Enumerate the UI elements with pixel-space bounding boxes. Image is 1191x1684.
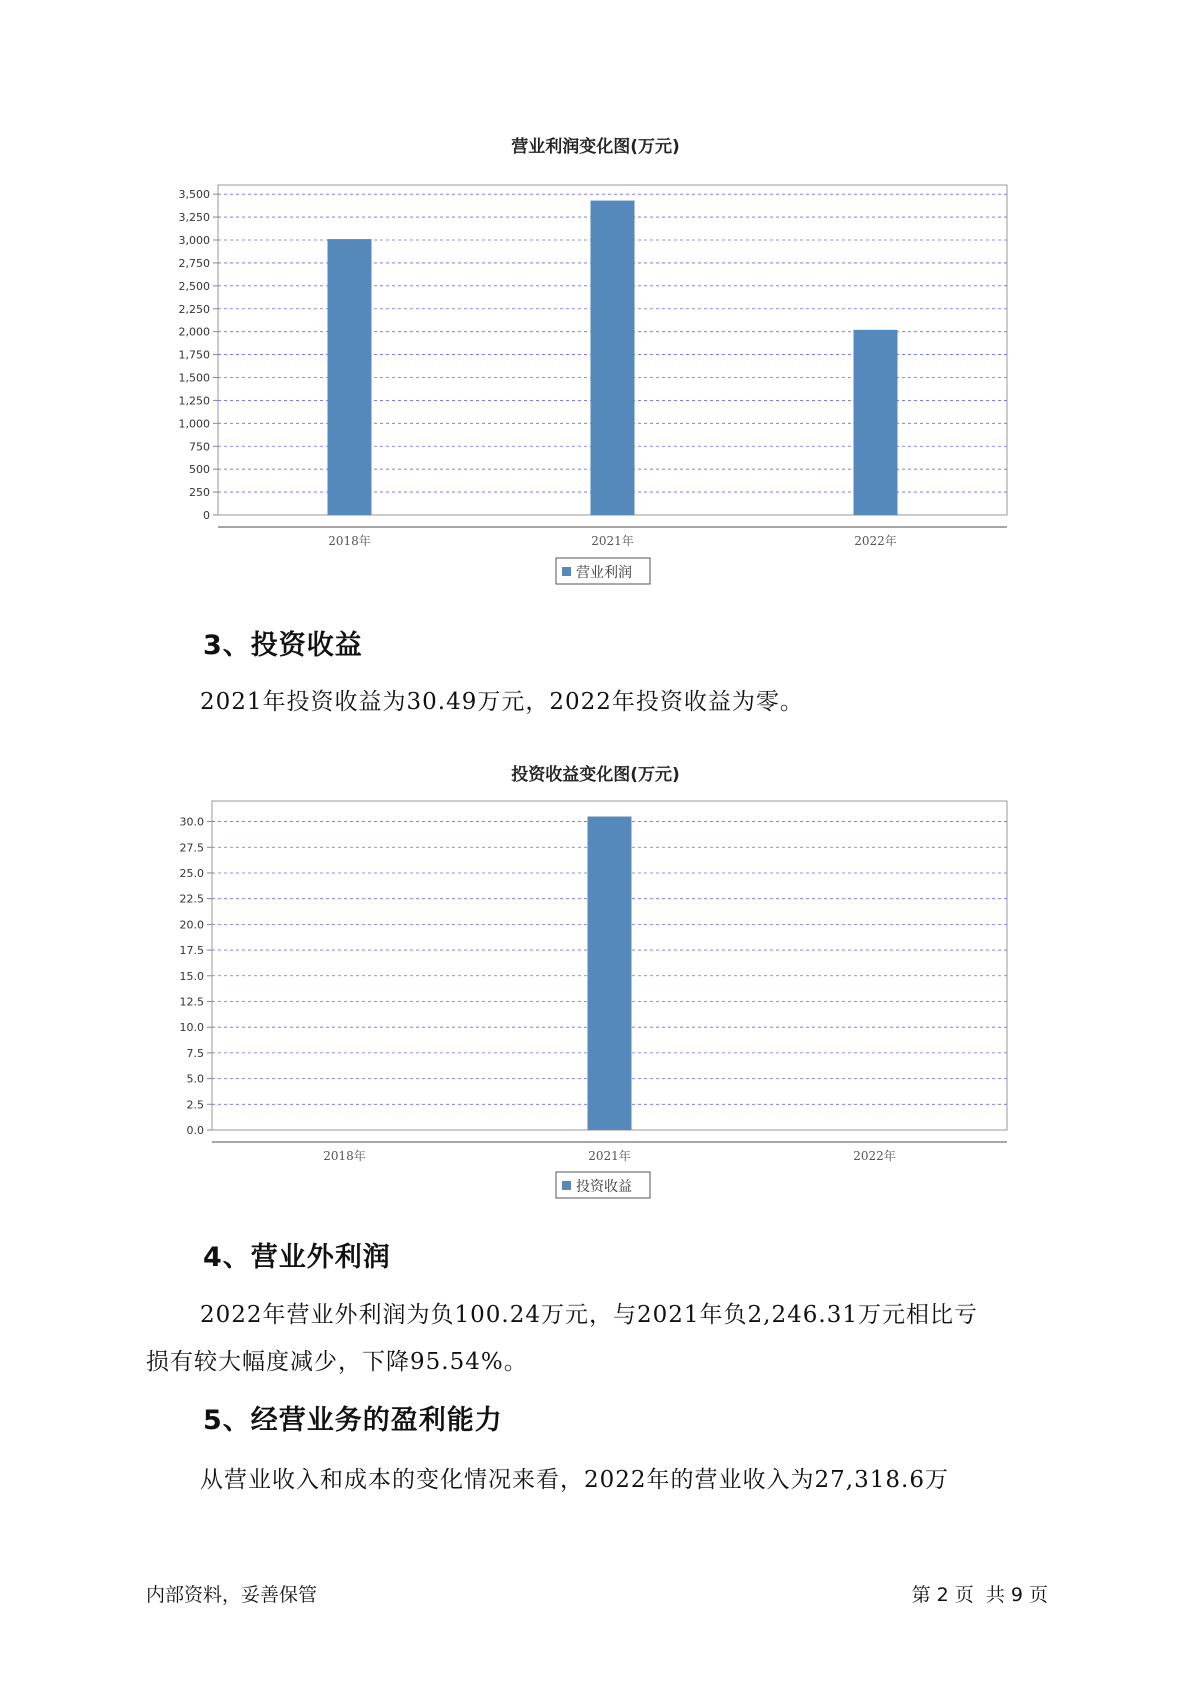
chart1-title: 营业利润变化图(万元) — [511, 137, 680, 157]
section4-text-line2: 损有较大幅度减少，下降95.54%。 — [146, 1349, 528, 1375]
y-tick-label: 2.5 — [186, 1098, 204, 1112]
x-tick-label: 2021年 — [588, 1149, 631, 1163]
y-tick-label: 5.0 — [186, 1072, 204, 1086]
y-tick-label: 1,000 — [178, 417, 210, 431]
bar-2022年 — [854, 330, 898, 515]
legend-swatch — [562, 567, 571, 576]
y-tick-label: 7.5 — [186, 1046, 204, 1060]
investment-income-chart — [0, 795, 1191, 1235]
y-tick-label: 1,250 — [178, 394, 210, 408]
y-tick-label: 500 — [189, 463, 210, 477]
footer-confidential: 内部资料，妥善保管 — [146, 1584, 318, 1606]
legend-swatch — [562, 1181, 571, 1190]
section3-heading: 3、投资收益 — [203, 630, 363, 661]
y-tick-label: 3,500 — [178, 188, 210, 202]
y-tick-label: 17.5 — [179, 944, 204, 958]
section4-text-line1: 2022年营业外利润为负100.24万元，与2021年负2,246.31万元相比亏 — [200, 1302, 978, 1328]
x-tick-label: 2021年 — [591, 534, 634, 548]
y-tick-label: 2,500 — [178, 279, 210, 293]
y-tick-label: 2,750 — [178, 256, 210, 270]
bar-2021年 — [591, 201, 635, 515]
section4-heading: 4、营业外利润 — [203, 1242, 391, 1273]
chart2-title: 投资收益变化图(万元) — [511, 765, 680, 785]
footer-page-number: 第 2 页 共 9 页 — [911, 1584, 1048, 1606]
y-tick-label: 0 — [203, 509, 210, 522]
bar-2021年 — [588, 817, 632, 1130]
y-tick-label: 20.0 — [179, 918, 204, 932]
y-tick-label: 30.0 — [179, 815, 204, 829]
bar-2018年 — [328, 239, 372, 515]
y-tick-label: 27.5 — [179, 841, 204, 855]
x-tick-label: 2018年 — [323, 1149, 366, 1163]
y-tick-label: 10.0 — [179, 1021, 204, 1035]
y-tick-label: 25.0 — [179, 866, 204, 880]
legend-label: 营业利润 — [576, 565, 632, 581]
section5-heading: 5、经营业务的盈利能力 — [203, 1405, 503, 1436]
y-tick-label: 3,000 — [178, 234, 210, 247]
y-tick-label: 750 — [189, 440, 210, 454]
y-tick-label: 2,000 — [178, 325, 210, 339]
y-tick-label: 1,500 — [178, 371, 210, 385]
y-tick-label: 3,250 — [178, 211, 210, 225]
section3-text: 2021年投资收益为30.49万元，2022年投资收益为零。 — [200, 689, 804, 715]
x-tick-label: 2022年 — [854, 534, 897, 548]
y-tick-label: 15.0 — [179, 969, 204, 983]
y-tick-label: 0.0 — [186, 1124, 204, 1137]
x-tick-label: 2018年 — [328, 534, 371, 548]
operating-profit-chart — [0, 165, 1191, 635]
x-tick-label: 2022年 — [853, 1149, 896, 1163]
y-tick-label: 2,250 — [178, 302, 210, 316]
legend-label: 投资收益 — [576, 1179, 632, 1195]
y-tick-label: 12.5 — [179, 995, 204, 1009]
y-tick-label: 1,750 — [178, 348, 210, 362]
section5-text: 从营业收入和成本的变化情况来看，2022年的营业收入为27,318.6万 — [200, 1467, 949, 1493]
y-tick-label: 250 — [189, 486, 210, 500]
y-tick-label: 22.5 — [179, 892, 204, 906]
